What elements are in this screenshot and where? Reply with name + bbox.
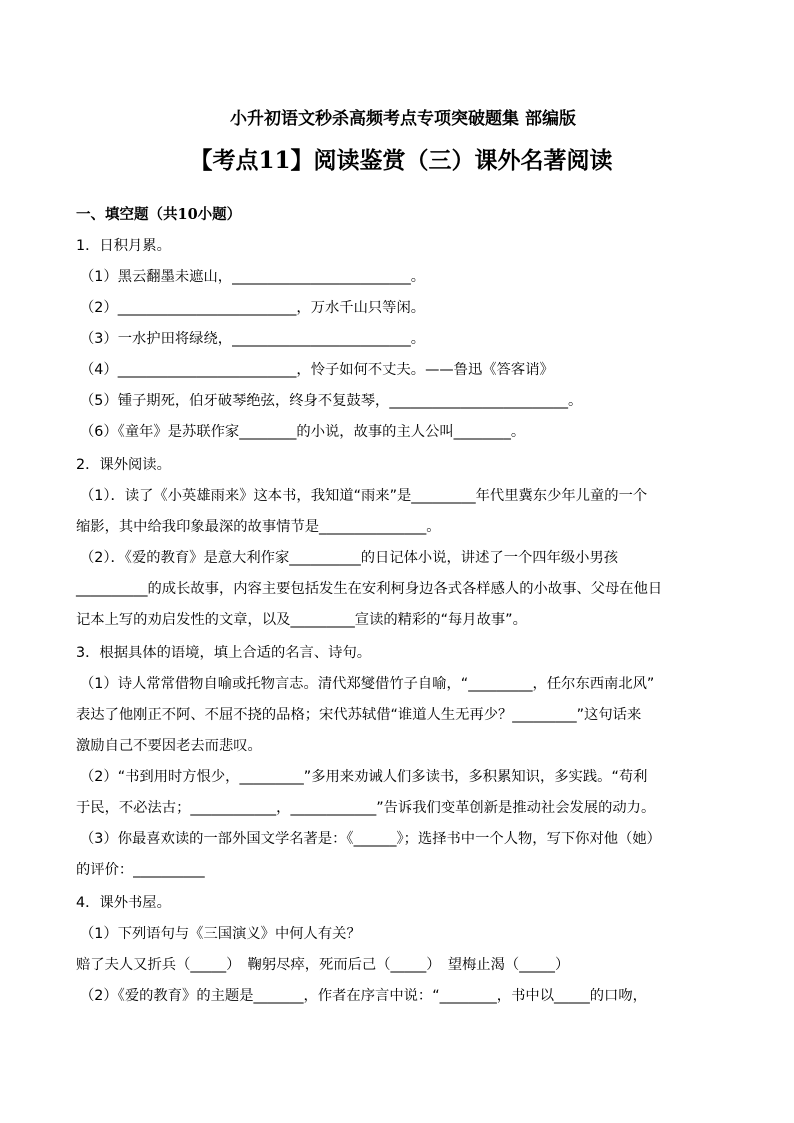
question-4-item-2: （2）《爱的教育》的主题是_______，作者在序言中说：“________，书中以_____的口吻， xyxy=(80,988,647,1004)
question-3-item-3-line-2: 的评价：__________ xyxy=(76,862,205,878)
question-2-item-1-line-1: （1）．读了《小英雄雨来》这本书，我知道“雨来”是_________年代里冀东少年儿童的一个 xyxy=(80,488,648,504)
question-4: 4．课外书屋。 xyxy=(76,895,171,911)
question-2-item-2-line-2: __________的成长故事，内容主要包括发生在安利柯身边各式各样感人的小故事、父母在他日 xyxy=(76,581,663,597)
question-1-item-2: （2）_________________________，万水千山只等闲。 xyxy=(80,300,426,316)
question-3-item-3-line-1: （3）你最喜欢读的一部外国文学名著是：《______》；选择书中一个人物，写下你对他（她） xyxy=(80,831,661,847)
question-1-item-6: （6）《童年》是苏联作家________的小说，故事的主人公叫________。 xyxy=(80,424,526,440)
question-2-item-2-line-3: 记本上写的劝启发性的文章，以及_________宣读的精彩的“每月故事”。 xyxy=(76,612,527,628)
section-heading: 一、填空题（共10小题） xyxy=(76,206,242,223)
question-3-item-2-line-1: （2）“书到用时方恨少，_________”多用来劝诫人们多读书，多积累知识，多实践。“苟利 xyxy=(80,769,648,785)
question-3: 3．根据具体的语境，填上合适的名言、诗句。 xyxy=(76,645,372,661)
question-3-item-1-line-1: （1）诗人常常借物自喻或托物言志。清代郑燮借竹子自喻，“_________，任尔东西南北风” xyxy=(80,676,655,692)
question-2-item-1-line-2: 缩影，其中给我印象最深的故事情节是_______________。 xyxy=(76,519,441,535)
question-3-item-2-line-2: 于民，不必法古；____________，____________”告诉我们变革创新是推动社会发展的动力。 xyxy=(76,800,656,816)
question-4-item-1-choices: 赔了夫人又折兵（_____） 鞠躬尽瘁，死而后己（_____） 望梅止渴（_____） xyxy=(76,957,570,973)
question-3-item-1-line-3: 激励自己不要因老去而悲叹。 xyxy=(76,738,262,754)
question-1-item-3: （3）一水护田将绿绕，_________________________。 xyxy=(80,331,426,347)
question-2: 2．课外阅读。 xyxy=(76,457,171,473)
question-1: 1．日积月累。 xyxy=(76,238,171,254)
question-4-item-1: （1）下列语句与《三国演义》中何人有关？ xyxy=(80,926,361,942)
document-subtitle: 小升初语文秒杀高频考点专项突破题集 部编版 xyxy=(230,109,576,129)
question-1-item-4: （4）_________________________，怜子如何不丈夫。——鲁迅《答客诮》 xyxy=(80,362,554,378)
question-1-item-5: （5）锺子期死，伯牙破琴绝弦，终身不复鼓琴，_________________________。 xyxy=(80,393,583,409)
question-3-item-1-line-2: 表达了他刚正不阿、不屈不挠的品格；宋代苏轼借“谁道人生无再少？_________”这句话来 xyxy=(76,707,642,723)
question-2-item-2-line-1: （2）．《爱的教育》是意大利作家__________的日记体小说，讲述了一个四年级小男孩 xyxy=(80,550,619,566)
question-1-item-1: （1）黑云翻墨未遮山，_________________________。 xyxy=(80,269,426,285)
document-title: 【考点11】阅读鉴赏（三）课外名著阅读 xyxy=(189,147,613,174)
